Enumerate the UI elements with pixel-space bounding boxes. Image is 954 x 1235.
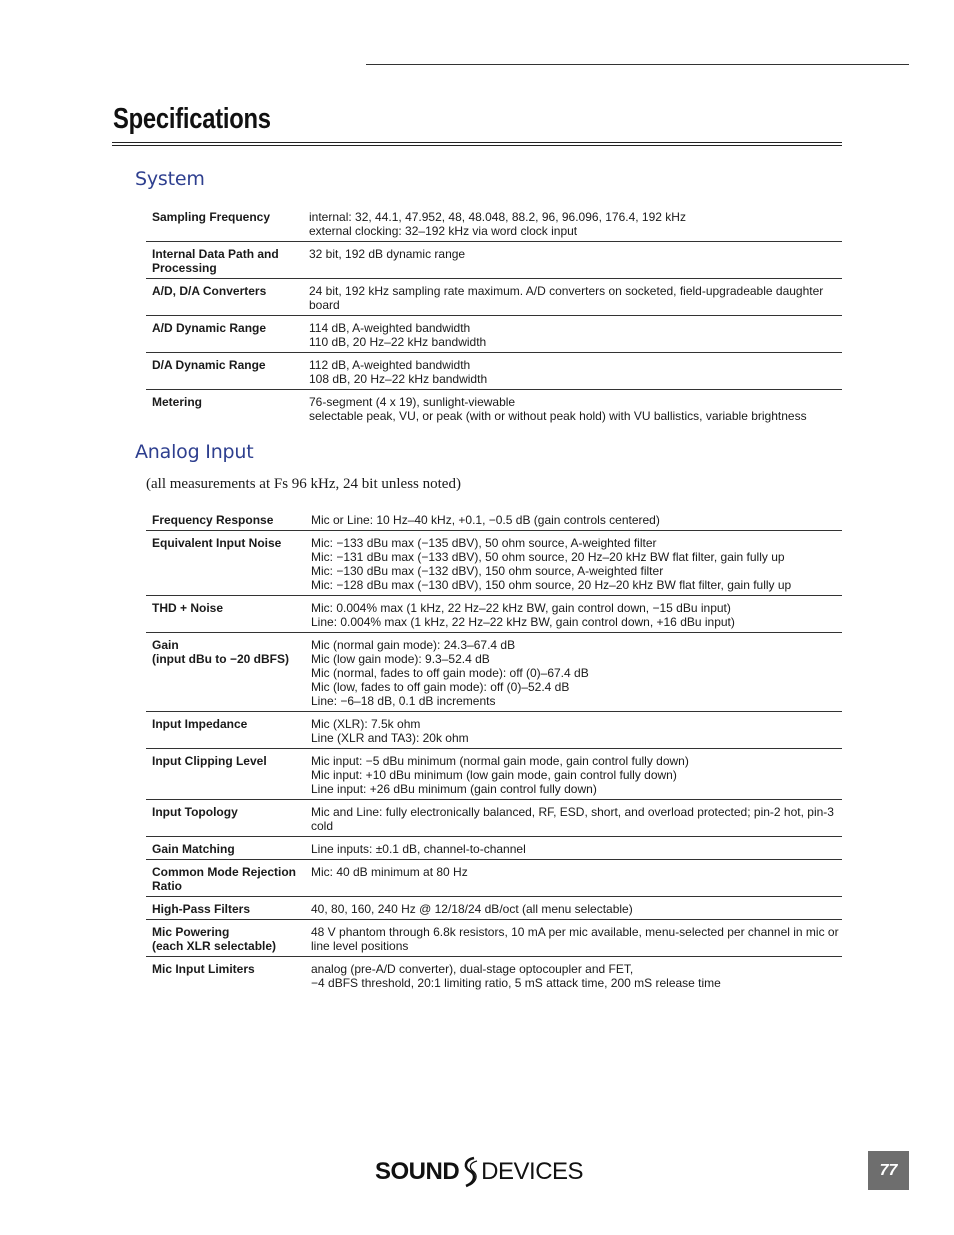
spec-row <box>146 920 842 957</box>
spec-label-subtext: (input dBu to −20 dBFS) <box>152 652 289 666</box>
spec-label-text: A/D Dynamic Range <box>152 321 267 335</box>
spec-label <box>146 800 311 837</box>
spec-value-line: Mic (XLR): 7.5k ohm <box>311 717 421 731</box>
spec-value <box>309 390 842 427</box>
spec-value-line: 110 dB, 20 Hz–22 kHz bandwidth <box>309 335 487 349</box>
page-number: 77 <box>879 1161 898 1179</box>
spec-label-text: Input Impedance <box>152 717 248 731</box>
spec-value <box>311 531 842 596</box>
spec-label-text: Input Clipping Level <box>152 754 267 768</box>
page-number-badge <box>868 1151 909 1190</box>
spec-row <box>146 242 842 279</box>
spec-row <box>146 531 842 596</box>
spec-row <box>146 279 842 316</box>
spec-label <box>146 749 311 800</box>
spec-value-line: selectable peak, VU, or peak (with or without peak hold) with VU ballistics, variable brightness <box>309 409 807 423</box>
spec-label-text: Gain Matching <box>152 842 235 856</box>
spec-value-line: Line inputs: ±0.1 dB, channel-to-channel <box>311 842 526 856</box>
spec-label-text: Mic Powering <box>152 925 230 939</box>
spec-value-line: Mic (normal gain mode): 24.3–67.4 dB <box>311 638 516 652</box>
spec-value <box>311 957 842 994</box>
spec-value-line: Mic: 0.004% max (1 kHz, 22 Hz–22 kHz BW, gain control down, −15 dBu input) <box>311 601 731 615</box>
spec-row <box>146 957 842 994</box>
sound-devices-logo <box>375 1156 583 1188</box>
spec-label <box>146 390 309 427</box>
spec-value <box>311 920 842 957</box>
spec-value-line: −4 dBFS threshold, 20:1 limiting ratio, 5 mS attack time, 200 mS release time <box>311 976 721 990</box>
spec-label <box>146 531 311 596</box>
spec-value-line: Mic (normal, fades to off gain mode): off (0)–67.4 dB <box>311 666 589 680</box>
spec-label <box>146 242 309 279</box>
spec-value-line: 112 dB, A-weighted bandwidth <box>309 358 471 372</box>
spec-value-line: Mic: −130 dBu max (−132 dBV), 150 ohm source, A-weighted filter <box>311 564 664 578</box>
spec-value <box>309 279 842 316</box>
spec-label <box>146 712 311 749</box>
spec-value-line: Line (XLR and TA3): 20k ohm <box>311 731 469 745</box>
measurement-note: (all measurements at Fs 96 kHz, 24 bit unless noted) <box>146 476 461 492</box>
spec-value <box>311 749 842 800</box>
spec-value <box>311 837 842 860</box>
spec-row <box>146 837 842 860</box>
spec-row <box>146 633 842 712</box>
title-underline-2 <box>112 145 842 146</box>
spec-value-line: external clocking: 32–192 kHz via word clock input <box>309 224 578 238</box>
spec-label-text: Input Topology <box>152 805 238 819</box>
spec-label <box>146 957 311 994</box>
title-underline <box>112 142 842 143</box>
spec-value-line: Mic: −128 dBu max (−130 dBV), 150 ohm source, 20 Hz–20 kHz BW flat filter, gain fully up <box>311 578 792 592</box>
spec-label-text: Internal Data Path and Processing <box>152 247 279 275</box>
spec-label-text: Equivalent Input Noise <box>152 536 282 550</box>
spec-value-line: Line: 0.004% max (1 kHz, 22 Hz–22 kHz BW, gain control down, +16 dBu input) <box>311 615 735 629</box>
spec-row <box>146 897 842 920</box>
spec-value-line: Line input: +26 dBu minimum (gain control fully down) <box>311 782 597 796</box>
spec-value-line: internal: 32, 44.1, 47.952, 48, 48.048, 88.2, 96, 96.096, 176.4, 192 kHz <box>309 210 686 224</box>
spec-row <box>146 508 842 531</box>
logo-word-devices: DEVICES <box>481 1158 584 1185</box>
spec-label-text: Metering <box>152 395 203 409</box>
spec-value <box>311 508 842 531</box>
spec-value <box>311 860 842 897</box>
spec-value-line: 32 bit, 192 dB dynamic range <box>309 247 466 261</box>
spec-value <box>311 712 842 749</box>
spec-label <box>146 596 311 633</box>
spec-label <box>146 633 311 712</box>
logo-wave-icon <box>460 1156 480 1188</box>
section-heading-system: System <box>135 168 205 190</box>
section-heading-analog-input: Analog Input <box>135 441 254 463</box>
spec-value <box>311 633 842 712</box>
spec-value <box>309 205 842 242</box>
spec-value-line: 114 dB, A-weighted bandwidth <box>309 321 471 335</box>
spec-label-text: Common Mode Rejection Ratio <box>152 865 297 893</box>
system-spec-table <box>146 205 842 426</box>
spec-label-text: Frequency Response <box>152 513 274 527</box>
spec-label <box>146 316 309 353</box>
spec-value-line: 76-segment (4 x 19), sunlight-viewable <box>309 395 516 409</box>
spec-label-text: Sampling Frequency <box>152 210 271 224</box>
spec-value-line: 108 dB, 20 Hz–22 kHz bandwidth <box>309 372 488 386</box>
logo-word-sound: SOUND <box>375 1158 460 1185</box>
spec-label <box>146 860 311 897</box>
spec-label-text: D/A Dynamic Range <box>152 358 266 372</box>
spec-value-line: Mic input: −5 dBu minimum (normal gain mode, gain control fully down) <box>311 754 689 768</box>
spec-value-line: Line: −6–18 dB, 0.1 dB increments <box>311 694 496 708</box>
analog-input-spec-table <box>146 508 842 993</box>
spec-value <box>311 897 842 920</box>
spec-value-line: Mic or Line: 10 Hz–40 kHz, +0.1, −0.5 dB (gain controls centered) <box>311 513 660 527</box>
spec-value <box>311 596 842 633</box>
spec-value-line: 24 bit, 192 kHz sampling rate maximum. A/D converters on socketed, field-upgradeable daughter board <box>309 284 824 312</box>
spec-value-line: Mic input: +10 dBu minimum (low gain mode, gain control fully down) <box>311 768 677 782</box>
spec-value-line: analog (pre-A/D converter), dual-stage optocoupler and FET, <box>311 962 634 976</box>
spec-row <box>146 712 842 749</box>
spec-label <box>146 837 311 860</box>
spec-value-line: Mic (low gain mode): 9.3–52.4 dB <box>311 652 490 666</box>
spec-label-text: A/D, D/A Converters <box>152 284 267 298</box>
spec-label-text: High-Pass Filters <box>152 902 251 916</box>
spec-label-text: Mic Input Limiters <box>152 962 255 976</box>
spec-row <box>146 800 842 837</box>
spec-row <box>146 353 842 390</box>
spec-row <box>146 390 842 427</box>
header-rule <box>366 64 909 65</box>
spec-row <box>146 316 842 353</box>
page-title: Specifications <box>113 103 271 135</box>
spec-label-text: Gain <box>152 638 179 652</box>
spec-value <box>309 242 842 279</box>
spec-value <box>309 353 842 390</box>
spec-row <box>146 860 842 897</box>
spec-value-line: Mic: 40 dB minimum at 80 Hz <box>311 865 468 879</box>
spec-value-line: Mic: −133 dBu max (−135 dBV), 50 ohm source, A-weighted filter <box>311 536 657 550</box>
spec-label <box>146 508 311 531</box>
spec-row <box>146 749 842 800</box>
spec-label <box>146 205 309 242</box>
spec-label-text: THD + Noise <box>152 601 224 615</box>
spec-row <box>146 596 842 633</box>
spec-value-line: Mic (low, fades to off gain mode): off (0)–52.4 dB <box>311 680 570 694</box>
spec-label <box>146 897 311 920</box>
spec-value <box>311 800 842 837</box>
spec-value <box>309 316 842 353</box>
spec-label <box>146 920 311 957</box>
spec-label <box>146 279 309 316</box>
spec-value-line: 40, 80, 160, 240 Hz @ 12/18/24 dB/oct (all menu selectable) <box>311 902 633 916</box>
spec-label-subtext: (each XLR selectable) <box>152 939 277 953</box>
spec-value-line: 48 V phantom through 6.8k resistors, 10 mA per mic available, menu-selected per channel in mic or line level positions <box>311 925 839 953</box>
spec-row <box>146 205 842 242</box>
spec-value-line: Mic: −131 dBu max (−133 dBV), 50 ohm source, 20 Hz–20 kHz BW flat filter, gain fully up <box>311 550 785 564</box>
spec-value-line: Mic and Line: fully electronically balanced, RF, ESD, short, and overload protected; pin-2 hot, pin-3 cold <box>311 805 834 833</box>
spec-label <box>146 353 309 390</box>
